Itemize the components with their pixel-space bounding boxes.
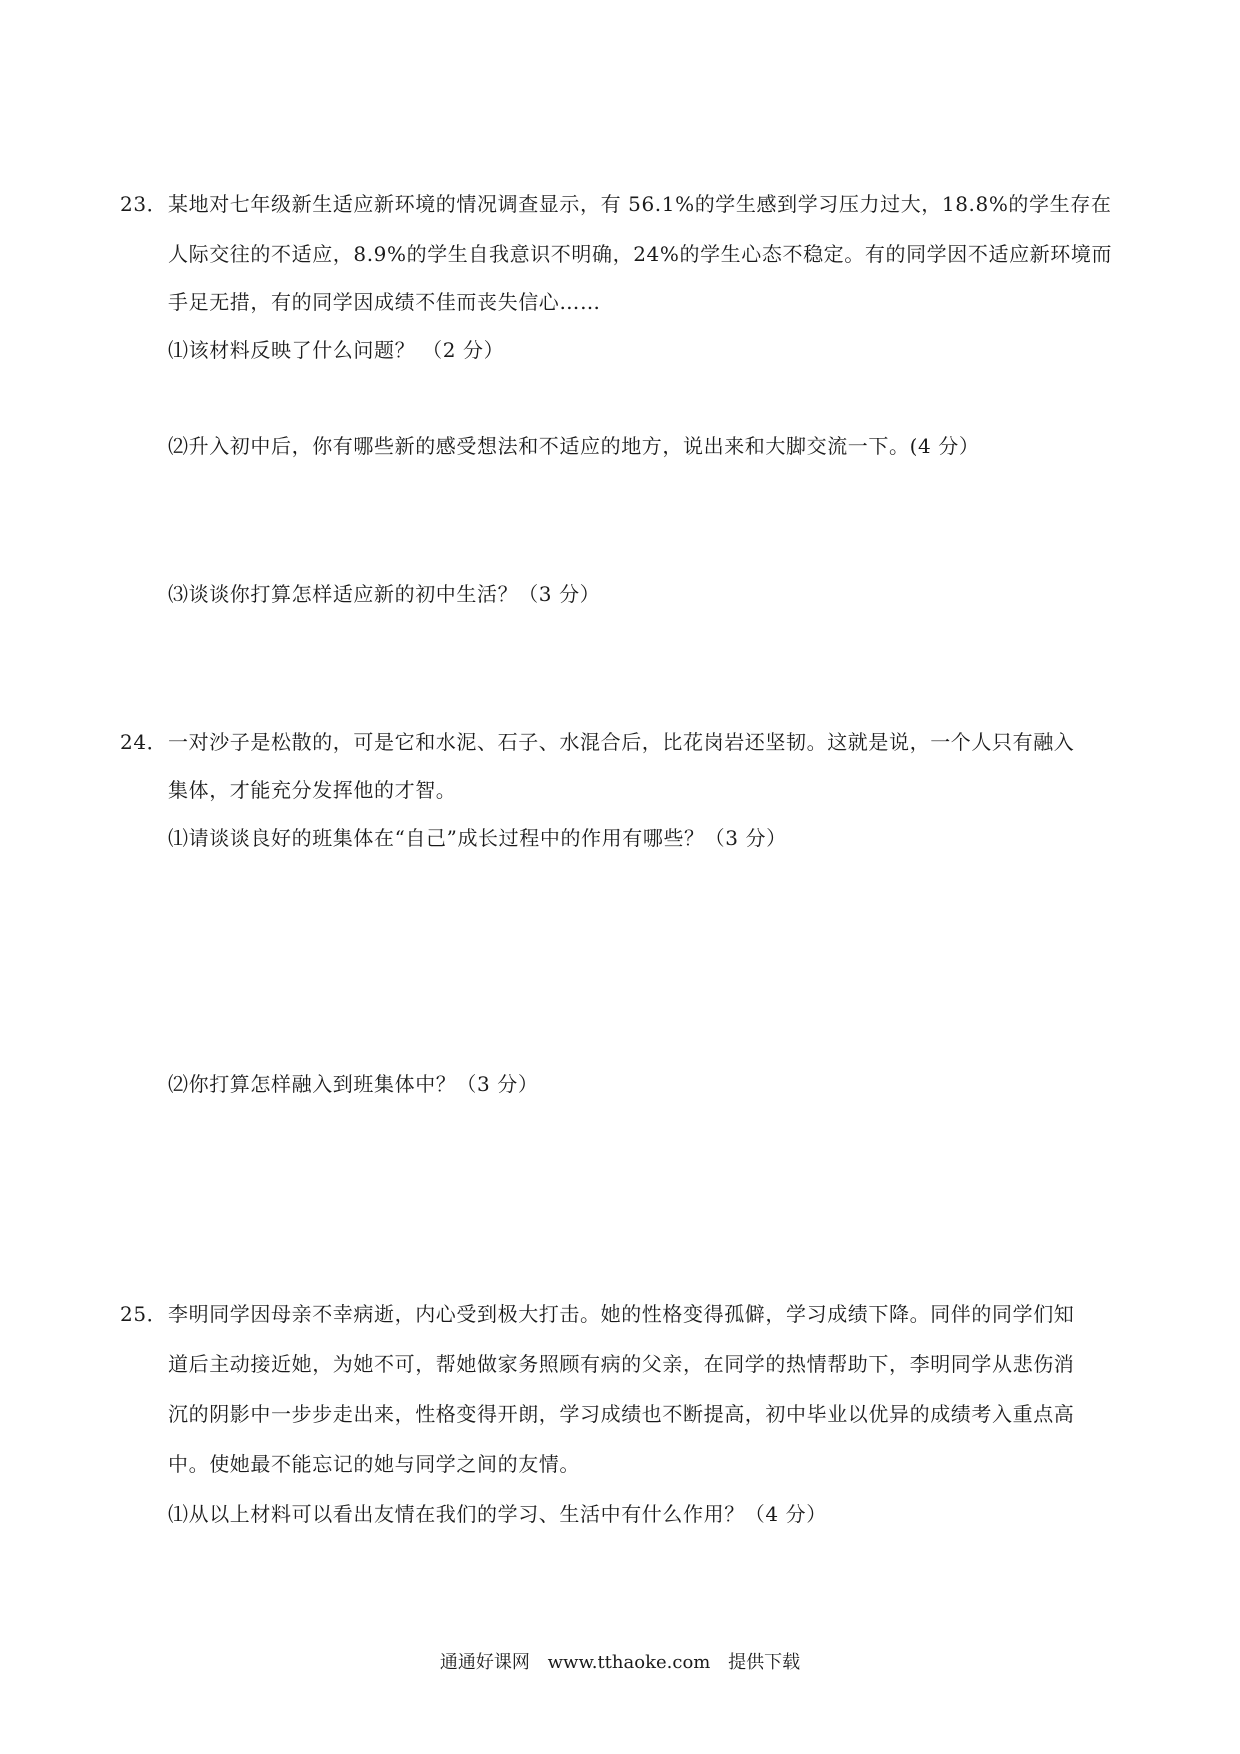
question-24-sub-1: ⑴请谈谈良好的班集体在“自己”成长过程中的作用有哪些？（3 分）	[168, 826, 787, 850]
question-25-sub-1: ⑴从以上材料可以看出友情在我们的学习、生活中有什么作用？（4 分）	[168, 1502, 827, 1526]
question-25-stem-line-1: 25．李明同学因母亲不幸病逝，内心受到极大打击。她的性格变得孤僻，学习成绩下降。同伴的同学们知	[120, 1302, 1075, 1326]
question-24-stem-line-2: 集体，才能充分发挥他的才智。	[168, 778, 457, 802]
question-25-number: 25．	[120, 1302, 168, 1326]
question-23-number: 23．	[120, 192, 168, 216]
footer-site-name: 通通好课网	[439, 1652, 530, 1673]
question-23-sub-3: ⑶谈谈你打算怎样适应新的初中生活？（3 分）	[168, 582, 601, 606]
question-25-stem-line-3: 沉的阴影中一步步走出来，性格变得开朗，学习成绩也不断提高，初中毕业以优异的成绩考入重点高	[168, 1402, 1075, 1426]
question-23-stem-line-3: 手足无措，有的同学因成绩不佳而丧失信心……	[168, 290, 601, 314]
footer-note: 提供下载	[728, 1652, 801, 1673]
question-24-number: 24．	[120, 730, 168, 754]
question-24-stem-line-1: 24．一对沙子是松散的，可是它和水泥、石子、水混合后，比花岗岩还坚韧。这就是说，一个人只有融入	[120, 730, 1075, 754]
question-23-stem-line-2: 人际交往的不适应，8.9%的学生自我意识不明确，24%的学生心态不稳定。有的同学因不适应新环境而	[168, 242, 1113, 266]
footer-site-url[interactable]: www.tthaoke.com	[547, 1652, 711, 1673]
page-footer	[0, 1650, 1240, 1676]
question-25-stem-line-2: 道后主动接近她，为她不可，帮她做家务照顾有病的父亲，在同学的热情帮助下，李明同学从悲伤消	[168, 1352, 1075, 1376]
question-25-stem-line-4: 中。使她最不能忘记的她与同学之间的友情。	[168, 1452, 580, 1476]
question-24-sub-2: ⑵你打算怎样融入到班集体中？（3 分）	[168, 1072, 539, 1096]
question-23-sub-2: ⑵升入初中后，你有哪些新的感受想法和不适应的地方，说出来和大脚交流一下。(4 分）	[168, 434, 980, 458]
question-23-sub-1: ⑴该材料反映了什么问题？ （2 分）	[168, 338, 505, 362]
question-23-stem-line-1: 23．某地对七年级新生适应新环境的情况调查显示，有 56.1%的学生感到学习压力过大，18.8%的学生存在	[120, 192, 1112, 216]
